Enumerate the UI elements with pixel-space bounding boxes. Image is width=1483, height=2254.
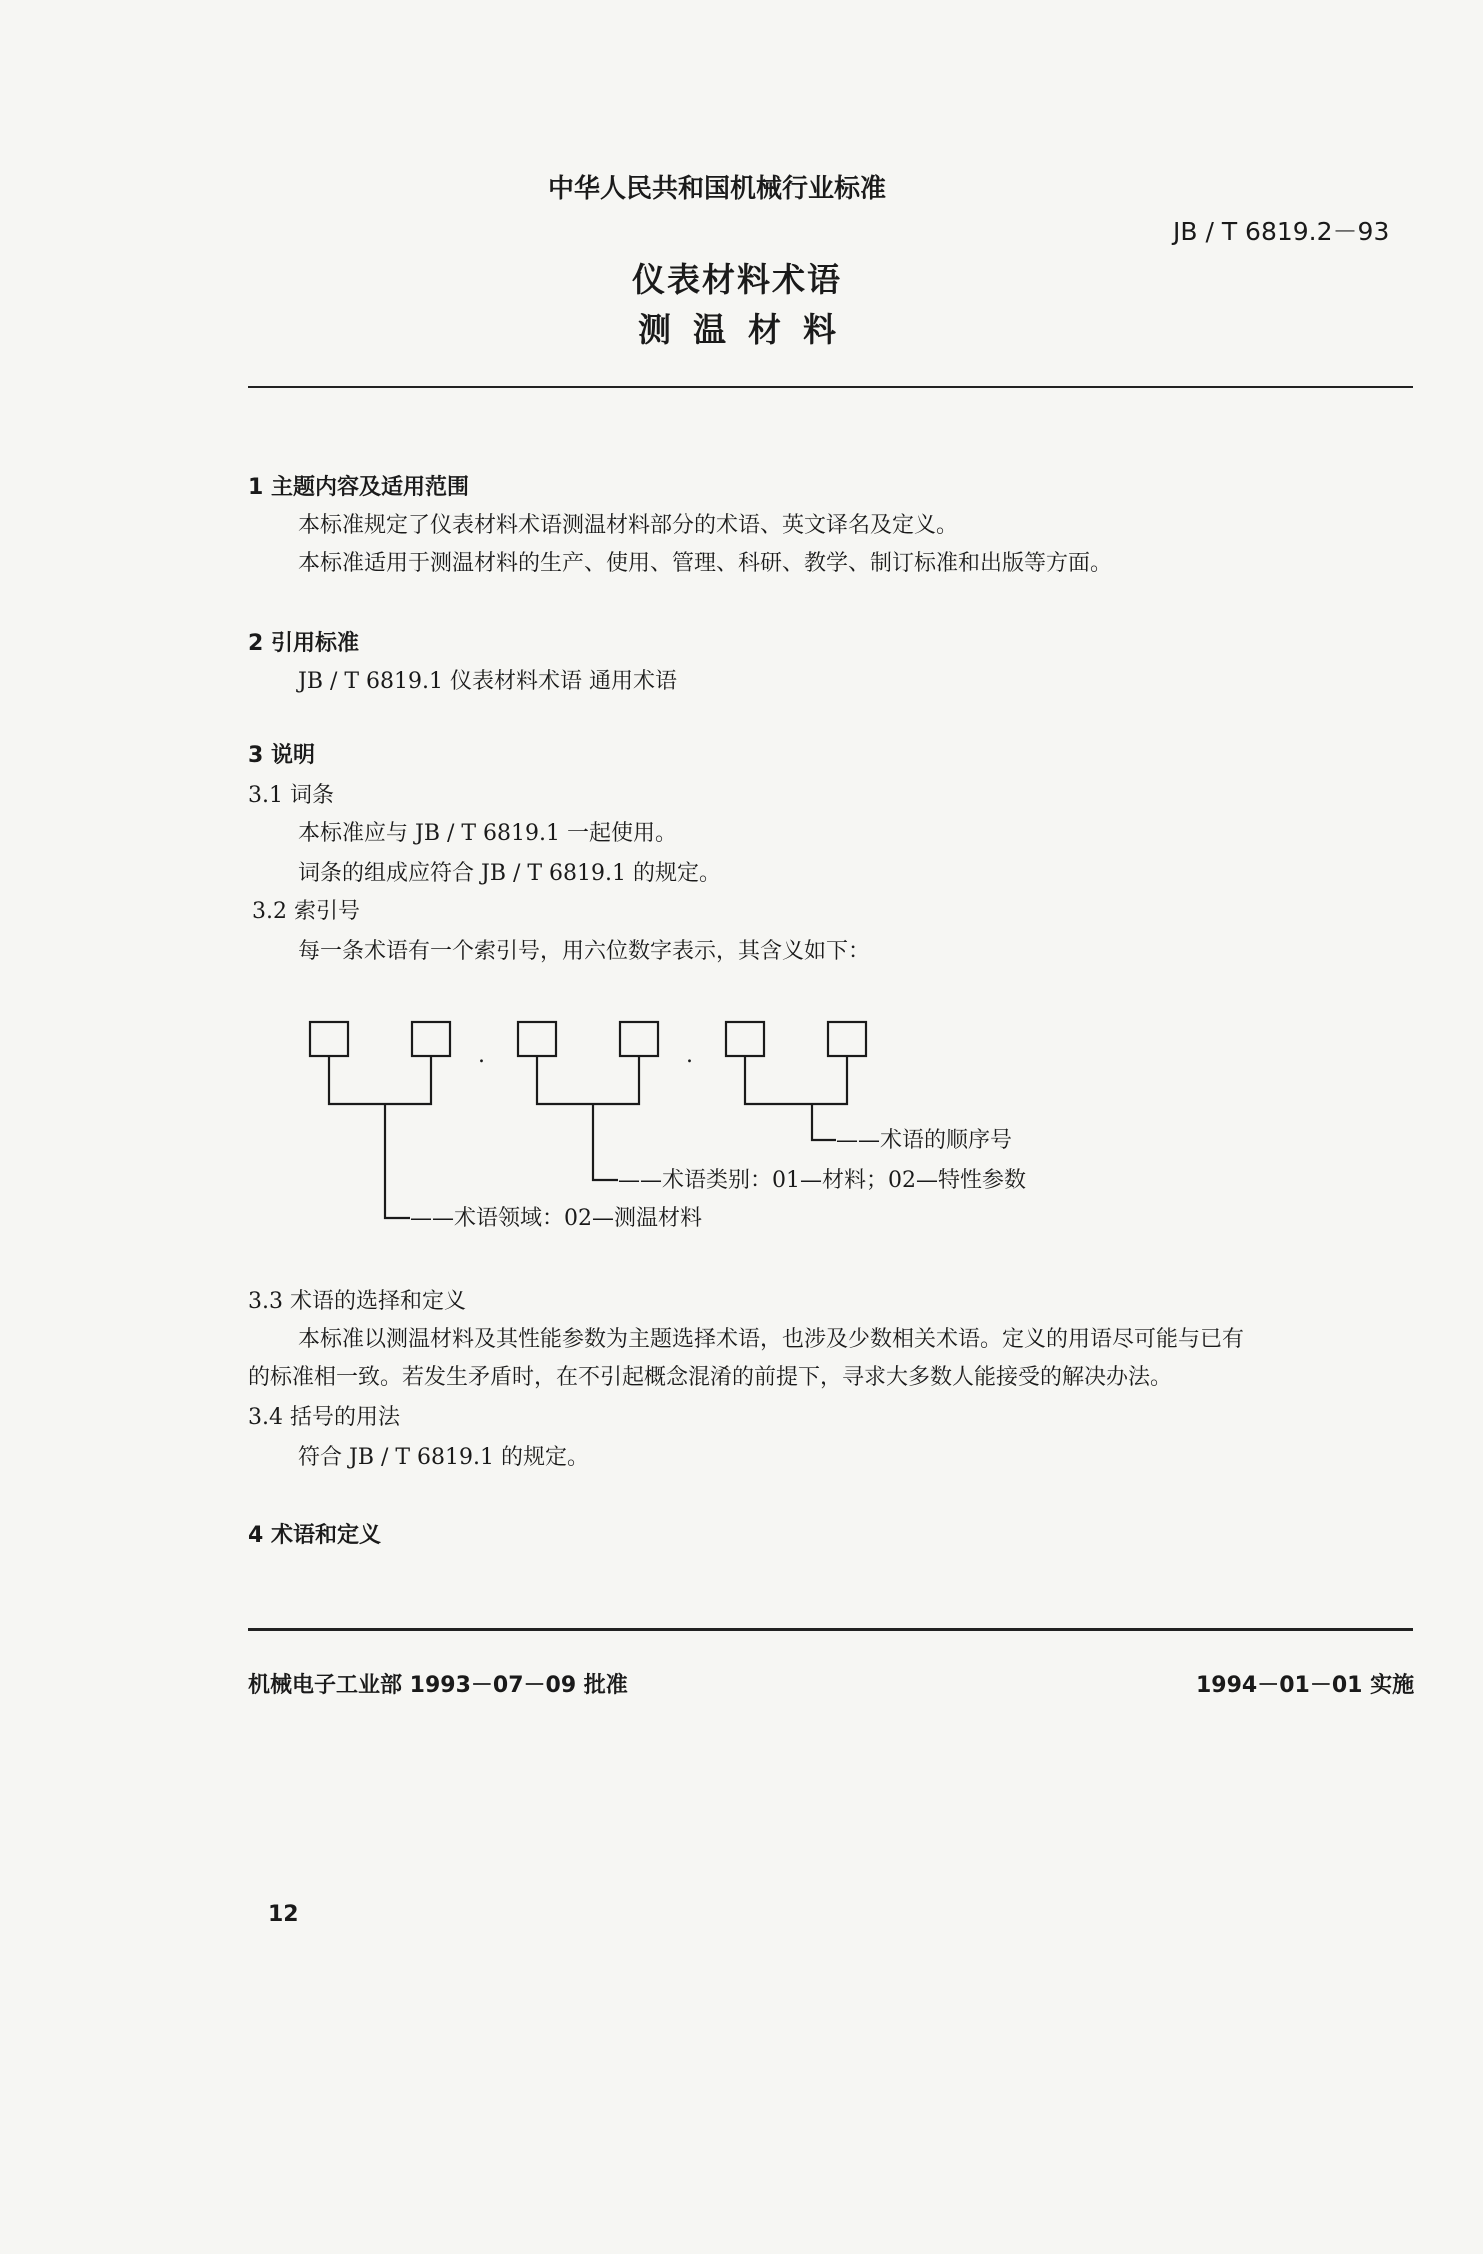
separator-dot-1: . — [478, 1043, 485, 1068]
section-2-heading: 2 引用标准 — [248, 631, 359, 656]
footer-rule — [248, 1628, 1413, 1631]
section-1-paragraph-1: 本标准规定了仪表材料术语测温材料部分的术语、英文译名及定义。 — [298, 513, 959, 538]
page-number: 12 — [268, 1902, 299, 1927]
section-3-2-heading: 3.2 索引号 — [252, 899, 360, 924]
effective-date: 1994－01－01 实施 — [1196, 1673, 1415, 1698]
digit-box-2 — [412, 1022, 450, 1056]
digit-box-1 — [310, 1022, 348, 1056]
leader-field — [385, 1104, 410, 1218]
section-2-reference: JB / T 6819.1 仪表材料术语 通用术语 — [298, 669, 678, 694]
section-3-1-heading: 3.1 词条 — [248, 783, 334, 808]
digit-box-6 — [828, 1022, 866, 1056]
issuing-organization: 中华人民共和国机械行业标准 — [548, 174, 887, 204]
section-3-1-paragraph-1: 本标准应与 JB / T 6819.1 一起使用。 — [298, 821, 678, 846]
index-number-diagram — [300, 1018, 1100, 1238]
section-3-3-paragraph-2: 的标准相一致。若发生矛盾时，在不引起概念混淆的前提下，寻求大多数人能接受的解决办法。 — [248, 1365, 1173, 1390]
label-category: ——术语类别：01—材料；02—特性参数 — [618, 1168, 1026, 1193]
separator-dot-2: . — [686, 1043, 693, 1068]
bracket-order — [745, 1056, 847, 1104]
bracket-field — [329, 1056, 431, 1104]
document-title: 仪表材料术语 — [632, 260, 842, 299]
section-3-1-paragraph-2: 词条的组成应符合 JB / T 6819.1 的规定。 — [298, 861, 722, 886]
section-3-3-heading: 3.3 术语的选择和定义 — [248, 1289, 466, 1314]
section-3-4-heading: 3.4 括号的用法 — [248, 1405, 400, 1430]
bracket-category — [537, 1056, 639, 1104]
section-3-3-paragraph-1: 本标准以测温材料及其性能参数为主题选择术语，也涉及少数相关术语。定义的用语尽可能与已有 — [298, 1327, 1245, 1352]
section-3-4-paragraph: 符合 JB / T 6819.1 的规定。 — [298, 1445, 590, 1470]
section-3-2-paragraph: 每一条术语有一个索引号，用六位数字表示，其含义如下： — [298, 939, 871, 964]
label-order: ——术语的顺序号 — [836, 1128, 1013, 1153]
leader-category — [593, 1104, 618, 1180]
section-3-heading: 3 说明 — [248, 743, 315, 768]
leader-order — [812, 1104, 836, 1140]
document-subtitle: 测温材料 — [638, 310, 858, 349]
section-1-paragraph-2: 本标准适用于测温材料的生产、使用、管理、科研、教学、制订标准和出版等方面。 — [298, 551, 1113, 576]
digit-box-4 — [620, 1022, 658, 1056]
standard-number: JB / T 6819.2－93 — [1173, 217, 1390, 246]
section-1-heading: 1 主题内容及适用范围 — [248, 475, 469, 500]
section-4-heading: 4 术语和定义 — [248, 1523, 381, 1548]
digit-box-5 — [726, 1022, 764, 1056]
approval-line: 机械电子工业部 1993－07－09 批准 — [248, 1673, 628, 1698]
label-field: ——术语领域：02—测温材料 — [410, 1206, 702, 1231]
digit-box-3 — [518, 1022, 556, 1056]
header-rule — [248, 386, 1413, 388]
